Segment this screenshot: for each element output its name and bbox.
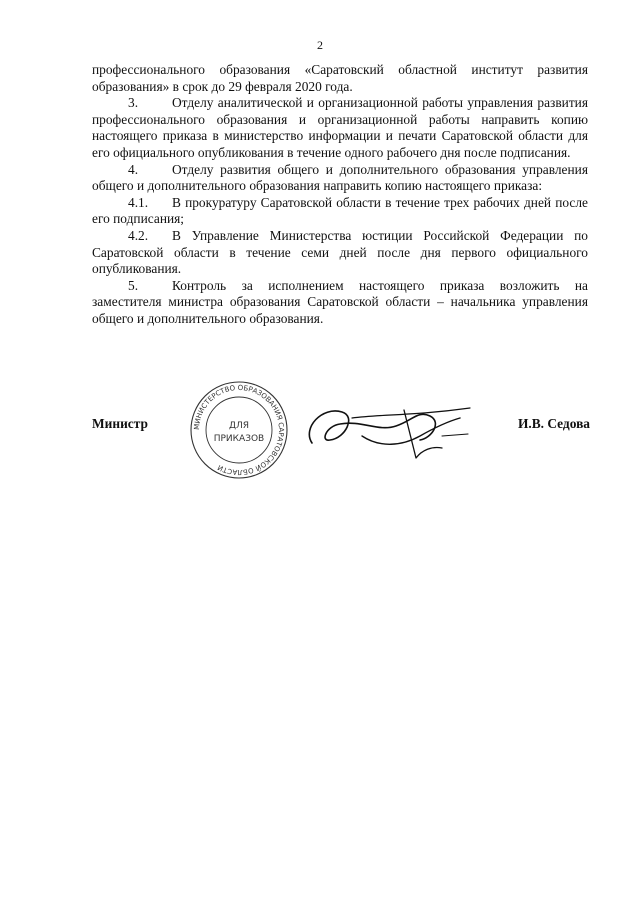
signature-block [92,380,592,490]
paragraph-number: 4.2. [128,227,149,243]
paragraph-continuation [92,62,588,95]
paragraph-text: Контроль за исполнением настоящего приказа возложить на заместителя министра образования Саратовской области – начальника управления общего и дополнительного образования. [92,277,588,326]
official-seal [184,380,294,480]
paragraph-text: В Управление Министерства юстиции Российской Федерации по Саратовской области в течение семи дней после дня первого официального опубликования. [92,227,588,277]
signatory-name: И.В. Седова [517,416,590,431]
handwritten-signature [292,388,482,468]
seal-ring-text: МИНИСТЕРСТВО ОБРАЗОВАНИЯ САРАТОВСКОЙ ОБЛАСТИ [192,383,286,477]
paragraph-text: В прокуратуру Саратовской области в течение трех рабочих дней после его подписания; [92,194,588,227]
paragraph-text: профессионального образования «Саратовский областной институт развития образования» в срок до 29 февраля 2020 года. [92,62,588,94]
page-number: 2 [317,38,323,52]
signatory-title: Министр [92,416,148,431]
paragraph-4-1 [92,195,588,228]
seal-center-line2: ПРИКАЗОВ [213,434,265,444]
paragraph-text: Отделу развития общего и дополнительного образования управления общего и дополнительного образования направить копию настоящего приказа: [92,161,588,194]
paragraph-3 [92,95,588,161]
paragraph-number: 4.1. [128,194,149,210]
paragraph-5 [92,278,588,328]
paragraph-4 [92,162,588,195]
paragraph-number: 5. [128,277,139,293]
paragraph-4-2 [92,228,588,278]
seal-center-line1: ДЛЯ [228,421,250,431]
paragraph-number: 3. [128,95,139,111]
paragraph-number: 4. [128,161,139,177]
paragraph-text: Отделу аналитической и организационной работы управления развития профессионального образования и организационной работы направить копию настоящего приказа в министерство информации и печати Саратовской области для его официального опубликования в течение одного рабочего дня после подписания. [92,95,588,160]
document-body [92,62,588,328]
